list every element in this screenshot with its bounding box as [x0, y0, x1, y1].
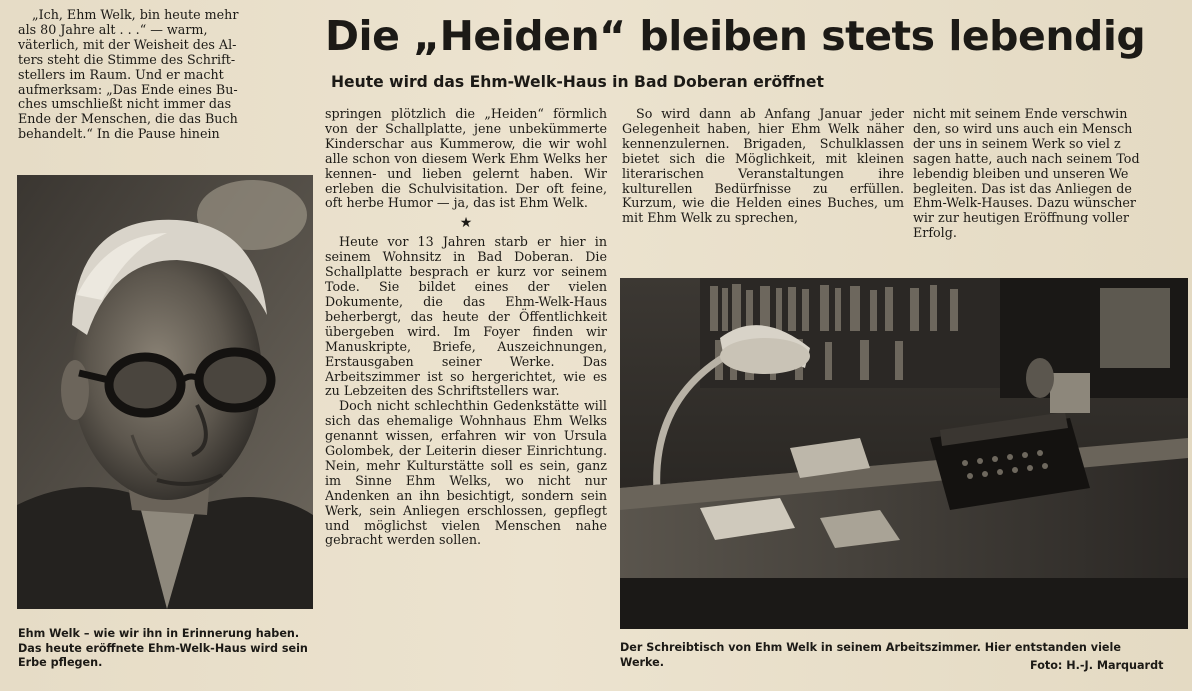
- desk-caption-line-1: Der Schreibtisch von Ehm Welk in seinem Arbeitszimmer. Hier entstanden viele: [620, 641, 1121, 654]
- article-line: wir zur heutigen Eröffnung voller: [913, 210, 1129, 226]
- lead-column: [18, 8, 308, 142]
- lead-line: väterlich, mit der Weisheit des Al-: [18, 36, 237, 52]
- paragraph: So wird dann ab Anfang Januar jeder Gelegenheit haben, hier Ehm Welk näher kennenzulernen. Brigaden, Schulklassen bietet sich die Möglichkeit, mit kleinen literarischen Veranstaltungen ihre kulturellen Bedürfnisse zu erfüllen. Kurzum, wie die Helden eines Buches, um mit Ehm Welk zu sprechen,: [622, 107, 904, 226]
- photo-credit: Foto: H.-J. Marquardt: [1030, 659, 1164, 672]
- desk-caption-line-2: Werke.: [620, 656, 665, 669]
- article-line: Erfolg.: [913, 225, 957, 241]
- desk-photo: [620, 278, 1188, 629]
- article-line: nicht mit seinem Ende verschwin: [913, 107, 1128, 121]
- headline: Die „Heiden“ bleiben stets lebendig: [325, 12, 1146, 60]
- lead-line: Ende der Menschen, die das Buch: [18, 111, 238, 127]
- star-separator: ★: [459, 215, 473, 232]
- article-line: sagen hatte, auch nach seinem Tod: [913, 150, 1140, 166]
- lead-line: aufmerksam: „Das Ende eines Bu-: [18, 81, 238, 97]
- lead-line: als 80 Jahre alt . . .“ — warm,: [18, 21, 208, 37]
- lead-line: „Ich, Ehm Welk, bin heute mehr: [32, 8, 239, 22]
- article-column-3: [622, 107, 904, 267]
- article-line: der uns in seinem Werk so viel z: [913, 135, 1121, 151]
- article-line: lebendig bleiben und unseren We: [913, 165, 1129, 181]
- article-line: Ehm-Welk-Hauses. Dazu wünscher: [913, 195, 1136, 211]
- article-line: begleiten. Das ist das Anliegen de: [913, 180, 1132, 196]
- lead-line: ters steht die Stimme des Schrift-: [18, 51, 236, 67]
- subheadline: Heute wird das Ehm-Welk-Haus in Bad Doberan eröffnet: [331, 73, 824, 91]
- lead-line: stellers im Raum. Und er macht: [18, 66, 224, 82]
- lead-line: ches umschließt nicht immer das: [18, 96, 232, 112]
- portrait-caption: Ehm Welk – wie wir ihn in Erinnerung haben. Das heute eröffnete Ehm-Welk-Haus wird sein Erbe pflegen.: [18, 627, 308, 669]
- article-line: den, so wird uns auch ein Mensch: [913, 120, 1133, 136]
- paragraph: Heute vor 13 Jahren starb er hier in seinem Wohnsitz in Bad Doberan. Die Schallplatte besprach er kurz vor seinem Tode. Sie bildet eines der vielen Dokumente, die das Ehm-Welk-Haus beherbergt, das heute der Öffentlichkeit übergeben wird. Im Foyer finden wir Manuskripte, Briefe, Auszeichnungen, Erstausgaben seiner Werke. Das Arbeitszimmer ist so hergerichtet, wie es zu Lebzeiten des Schriftstellers war.: [325, 234, 607, 399]
- article-column-4: [913, 107, 1192, 267]
- paragraph: springen plötzlich die „Heiden“ förmlich von der Schallplatte, jene unbekümmerte Kinderschar aus Kummerow, die wir wohl alle schon von diesem Werk Ehm Welks her kennen- und lieben gelernt haben. Wir erleben die Schulvisitation. Der oft feine, oft herbe Humor — ja, das ist Ehm Welk.: [325, 107, 607, 211]
- paragraph: Doch nicht schlechthin Gedenkstätte will sich das ehemalige Wohnhaus Ehm Welks genannt wissen, erfahren wir von Ursula Golombek, der Leiterin dieser Einrichtung. Nein, mehr Kulturstätte soll es sein, ganz im Sinne Ehm Welks, wo nicht nur Andenken an ihn besichtigt, sondern sein Werk, sein Anliegen erschlossen, gepflegt und möglichst vielen Menschen nahe gebracht werden sollen.: [325, 398, 607, 548]
- article-column-2: [325, 107, 607, 677]
- portrait-photo: [17, 175, 313, 609]
- lead-line: behandelt.“ In die Pause hinein: [18, 126, 220, 142]
- desk-image: [620, 278, 1188, 629]
- portrait-image: [17, 175, 313, 609]
